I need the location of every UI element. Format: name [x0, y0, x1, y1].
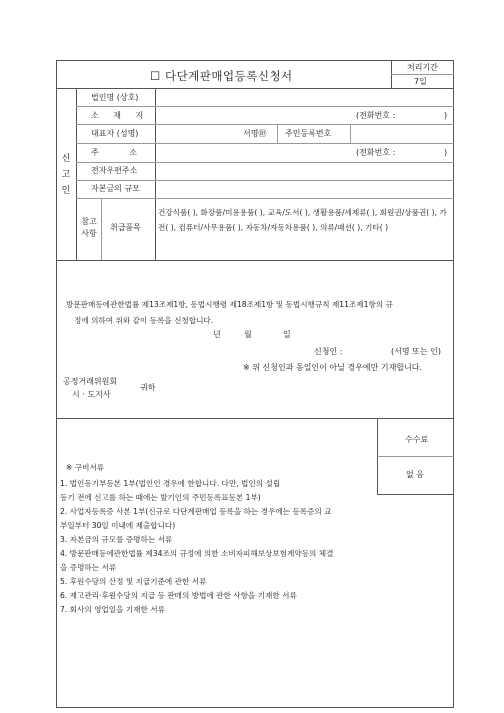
period-divider: [391, 74, 454, 75]
document-item: 6. 재고관리·후원수당의 지급 등 판매의 방법에 관한 사항을 기재한 서류: [60, 591, 297, 600]
address-phone-label: (전화번호 :: [356, 148, 396, 157]
document-item: 7. 회사의 영업일을 기재한 서류: [60, 605, 165, 614]
representative-sign-label: 서명㊞: [243, 129, 267, 138]
date-day: 일: [283, 330, 291, 339]
document-item: 을 증명하는 서류: [60, 563, 117, 572]
document-item: 4. 방문판매등에관한법률 제34조의 규정에 의한 소비자피해보상보험계약등의 체결: [60, 549, 334, 558]
location-phone-label: (전화번호 :: [356, 111, 396, 120]
id-cell-divider: [277, 124, 278, 143]
id-cell-divider: [350, 124, 351, 143]
address-label: 주 소: [91, 148, 151, 157]
recipient-suffix: 귀하: [140, 383, 156, 392]
row-rule: [76, 106, 454, 107]
fee-divider: [377, 456, 454, 457]
statement-line-2: 정에 의하여 위와 같이 등록을 신청합니다.: [74, 316, 214, 325]
fee-value: 없 음: [406, 470, 424, 479]
document-item: 1. 법인등기부등본 1부(법인인 경우에 한합니다. 다만, 법인의 설립: [60, 479, 281, 488]
email-field[interactable]: [157, 164, 451, 178]
date-month: 월: [244, 330, 252, 339]
resident-number-label: 주민등록번호: [285, 129, 332, 138]
document-item: 2. 사업자등록증 사본 1부(신규로 다단계판매업 등록을 하는 경우에는 등록증의 교: [60, 507, 332, 516]
capital-field[interactable]: [157, 182, 451, 196]
applicant-signature-label: 신청인 :: [314, 347, 343, 356]
applicant-signature-hint: (서명 또는 인): [391, 347, 441, 356]
recipient-line-2: 시 · 도지사: [72, 390, 111, 399]
row-rule: [76, 198, 454, 199]
row-rule: [76, 162, 454, 163]
address-field[interactable]: [157, 145, 357, 159]
document-item: 부일부터 30일 이내에 제출합니다): [60, 521, 176, 530]
representative-label: 대표자 (성명): [91, 129, 139, 138]
document-item: 5. 후원수당의 산정 및 지급기준에 관한 서류: [60, 577, 207, 586]
representative-name-field[interactable]: [157, 126, 237, 140]
applicant-section-bottom-rule: [56, 260, 454, 261]
row-rule: [76, 143, 454, 144]
company-name-label: 법인명 (상호): [91, 93, 139, 102]
document-item: 등기 전에 신고를 하는 때에는 발기인의 주민등록표등본 1부): [60, 493, 261, 502]
items-label: 취급품목: [110, 223, 141, 232]
items-checklist[interactable]: 건강식품( ), 화장품/미용용품( ), 교육/도서( ), 생활용품/세제류( ), 회원권/상품권( ), 가전( ), 컴퓨터/사무용품( ), 자동차/자동차용품( ), 의류/패션( ), 기타( ): [158, 208, 447, 232]
fee-label: 수수료: [405, 435, 429, 444]
processing-period-label: 처리기간: [407, 63, 438, 72]
statement-line-1: 방문판매등에관한법률 제13조제1항, 동법시행령 제18조제1항 및 동법시행규칙 제11조제1항의 규: [66, 300, 393, 309]
row-rule: [76, 124, 454, 125]
applicant-group-label: 신 고 인: [61, 154, 71, 196]
resident-number-field[interactable]: [352, 126, 452, 140]
ref-label-divider: [101, 198, 102, 260]
reference-label: 참고 사항: [81, 217, 97, 238]
email-label: 전자우편주소: [91, 166, 138, 175]
fee-bottom-rule: [377, 494, 454, 495]
date-year: 년: [213, 330, 221, 339]
document-item: 3. 자본금의 규모를 증명하는 서류: [60, 535, 173, 544]
location-phone-end: ): [444, 111, 448, 120]
address-phone-end: ): [444, 148, 448, 157]
processing-period-value: 7일: [414, 77, 427, 86]
applicant-label-column-divider: [155, 88, 156, 260]
row-rule: [76, 180, 454, 181]
documents-heading: ※ 구비서류: [66, 463, 105, 472]
location-label: 소 재 지: [91, 111, 150, 120]
company-name-field[interactable]: [157, 90, 451, 104]
location-field[interactable]: [157, 108, 357, 122]
applicant-signature-field[interactable]: [345, 344, 385, 358]
form-title: ☐ 다단계판매업등록신청서: [150, 69, 293, 83]
same-person-note: ※ 위 신청인과 동일인이 아닐 경우에만 기재합니다.: [243, 363, 423, 372]
recipient-line-1: 공정거래위원회: [63, 377, 118, 386]
statement-section-bottom-rule: [56, 418, 454, 419]
capital-label: 자본금의 규모: [91, 184, 140, 193]
header-bottom-rule: [56, 88, 454, 89]
